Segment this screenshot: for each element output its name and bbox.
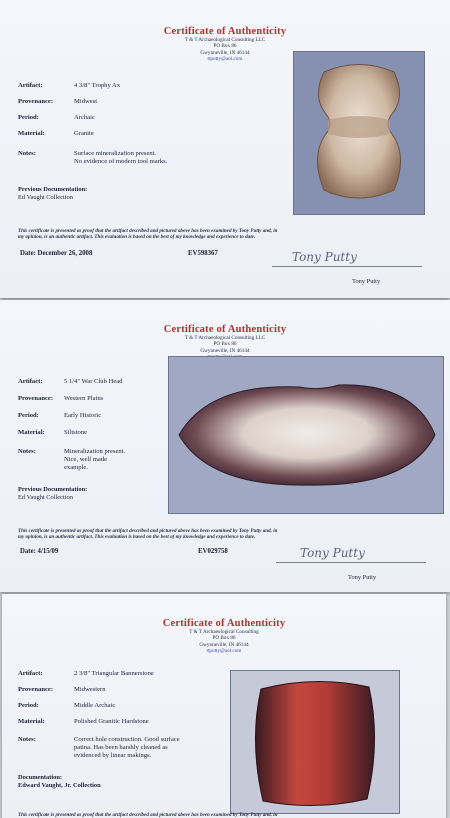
notes-line: patina. Has been harshly cleaned as [74,744,168,751]
authenticity-statement [18,228,438,241]
city: Gwynneville, IN 46144 [199,641,249,648]
material-value: Siltstone [64,429,88,436]
material-value: Polished Granitic Hardstone [74,718,149,725]
provenance-value: Midwest [74,98,98,105]
documentation-label: Documentation: [18,774,63,781]
period-label: Period: [18,702,39,709]
documentation [18,186,87,202]
signature-line [272,266,422,267]
certificate-triangular-bannerstone [2,594,446,818]
signature-line [276,562,426,563]
city: Gwynneville, IN 46144 [200,49,250,56]
artifact-fields [18,82,278,182]
notes-line: No evidence of modern tool marks. [74,158,168,165]
certificate-header [2,618,446,655]
notes-line: Correct hole construction. Good surface [74,736,180,743]
bannerstone-image [231,671,399,813]
documentation-value: Ed Vaught Collection [18,194,73,201]
documentation [18,486,87,502]
certificate-title: Certificate of Authenticity [163,324,287,335]
statement-line: my opinion, is an authentic artifact. This evaluation is based on the best of my knowledge and experience to date. [18,534,256,541]
period-value: Archaic [74,114,95,121]
certificate-date: Date: 4/15/09 [20,548,59,555]
period-value: Middle Archaic [74,702,116,709]
signer-name: Tony Putty [348,574,377,581]
statement-line: This certificate is presented as proof that the artifact described and pictured above has been examined by Tony Putty and, in [18,228,278,234]
company-name: T & T Archaeological Consulting LLC [184,37,266,43]
documentation [18,774,101,790]
notes-label: Notes: [18,736,36,743]
email: ttputty@aol.com [206,648,242,655]
provenance-label: Provenance: [18,98,54,105]
period-label: Period: [18,412,39,419]
signer-name: Tony Putty [352,278,381,285]
notes-label: Notes: [18,448,36,455]
po-box: PO Box 86 [213,341,237,348]
date-row [20,548,240,558]
signature: Tony Putty [292,250,357,264]
documentation-label: Previous Documentation: [18,186,88,193]
war-club-head-image [169,357,443,513]
po-box: PO Box 86 [213,43,237,50]
notes-line: Surface mineralization present. [74,150,157,157]
po-box: PO Box 86 [212,635,236,642]
artifact-label: Artifact: [18,378,43,385]
statement-line: my opinion, is an authentic artifact. This evaluation is based on the best of my knowledge and experience to date. [18,234,256,241]
city: Gwynneville, IN 46144 [200,347,250,354]
artifact-label: Artifact: [18,670,43,677]
certificate-trophy-ax [0,0,450,298]
certificate-title: Certificate of Authenticity [163,26,287,37]
period-label: Period: [18,114,39,121]
artifact-value: 5 1/4" War Club Head [64,378,123,385]
certificate-number: EV029758 [198,548,228,555]
email: ttputty@aol.com [207,56,243,63]
company-name: T & T Archaeological Consulting [189,629,259,635]
company-name: T & T Archaeological Consulting LLC [184,335,266,341]
artifact-photo-bannerstone [230,670,400,814]
statement-line: This certificate is presented as proof that the artifact described and pictured above has been examined by Tony Putty and, in [18,812,278,818]
artifact-value: 2 3/8" Triangular Bannerstone [74,670,154,677]
certificate-date: Date: December 26, 2008 [20,250,93,257]
certificate-title: Certificate of Authenticity [162,618,286,629]
notes-value [74,150,167,166]
documentation-value: Ed Vaught Collection [18,494,73,501]
certificate-war-club-head [0,300,450,592]
documentation-label: Previous Documentation: [18,486,88,493]
provenance-value: Western Plains [64,395,104,402]
notes-line: Mineralization present. [64,448,126,455]
provenance-label: Provenance: [18,395,54,402]
material-label: Material: [18,130,45,137]
notes-line: example. [64,464,88,471]
artifact-photo-war-club-head [168,356,444,514]
authenticity-statement [18,812,438,818]
material-label: Material: [18,429,45,436]
date-row [20,250,240,260]
artifact-fields [18,378,178,478]
notes-label: Notes: [18,150,36,157]
documentation-value: Edward Vaught, Jr. Collection [18,782,101,789]
material-label: Material: [18,718,45,725]
certificate-number: EV598367 [188,250,218,257]
material-value: Granite [74,130,94,137]
notes-line: Nice, well made [64,456,108,463]
provenance-value: Midwestern [74,686,106,693]
artifact-label: Artifact: [18,82,43,89]
provenance-label: Provenance: [18,686,54,693]
trophy-ax-image [294,52,424,214]
authenticity-statement [18,528,438,541]
statement-line: This certificate is presented as proof that the artifact described and pictured above has been examined by Tony Putty and, in [18,528,278,534]
notes-line: evidenced by linear makings. [74,752,152,759]
notes-value [74,736,180,760]
signature: Tony Putty [300,546,365,560]
notes-value [64,448,125,472]
artifact-value: 4 3/8" Trophy Ax [74,82,121,89]
artifact-fields [18,670,238,770]
period-value: Early Historic [64,412,102,419]
artifact-photo-trophy-ax [293,51,425,215]
